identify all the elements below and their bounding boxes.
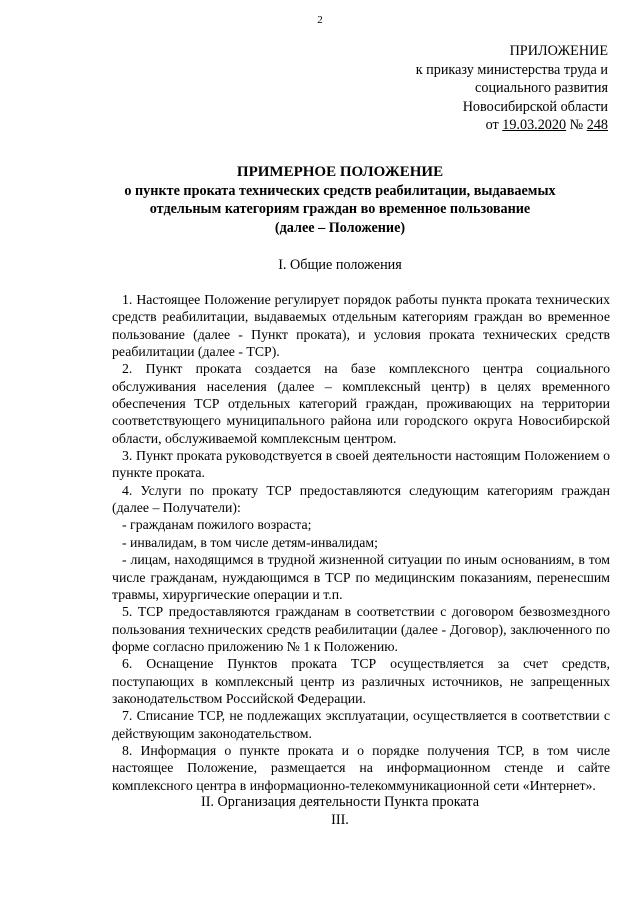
paragraph: 2. Пункт проката создается на базе комплексного центра социального обслуживания населения (далее – комплексный центр) в целях временного обеспечения ТСР отдельных категорий граждан, проживающих на территории соответствующего муниципального района или городского округа Новосибирской области, обслуживаемой комплексным центром. (112, 361, 610, 446)
title-main: ПРИМЕРНОЕ ПОЛОЖЕНИЕ (236, 164, 444, 180)
paragraph: 3. Пункт проката руководствуется в своей деятельности настоящим Положением о пункте проката. (112, 448, 610, 481)
list-item: - гражданам пожилого возраста; (122, 517, 312, 533)
section-heading-2: II. Организация деятельности Пункта проката (200, 794, 480, 810)
appendix-line: к приказу министерства труда и (415, 61, 608, 78)
order-date: 19.03.2020 (502, 117, 567, 134)
paragraph: 1. Настоящее Положение регулирует порядок работы пункта проката технических средств реабилитации, выдаваемых отдельным категориям граждан во временное пользование (далее - Пункт проката), и условия проката технических средств реабилитации (далее - ТСР). (112, 292, 610, 360)
appendix-block (416, 42, 608, 135)
document-title (40, 163, 640, 237)
paragraph: 6. Оснащение Пунктов проката ТСР осуществляется за счет средств, поступающих в комплексный центр из различных источников, не запрещенных законодательством Российской Федерации. (112, 656, 610, 706)
appendix-line: Новосибирской области (462, 98, 608, 115)
appendix-heading: ПРИЛОЖЕНИЕ (509, 43, 608, 59)
document-body (112, 291, 610, 794)
section-heading-1: I. Общие положения (278, 257, 402, 273)
title-line: о пункте проката технических средств реабилитации, выдаваемых (124, 182, 556, 199)
list-item: - лицам, находящимся в трудной жизненной ситуации по иным основаниям, в том числе гражданам, нуждающимся в ТСР по медицинским показаниям, перенесшим травмы, хирургические операции и т.п. (112, 552, 610, 602)
order-number: 248 (586, 117, 608, 134)
appendix-line: социального развития (475, 80, 608, 97)
date-prefix: от (485, 117, 503, 134)
paragraph: 5. ТСР предоставляются гражданам в соответствии с договором безвозмездного пользования технических средств реабилитации (далее - Договор), заключенного по форме согласно приложению № 1 к Положению. (112, 604, 610, 654)
list-item: - инвалидам, в том числе детям-инвалидам; (122, 534, 378, 550)
paragraph: 4. Услуги по прокату ТСР предоставляются следующим категориям граждан (далее – Получатели): (112, 482, 610, 516)
title-line: (далее – Положение) (274, 219, 406, 236)
number-sign: № (566, 117, 587, 134)
title-line: отдельным категориям граждан во временное пользование (149, 201, 531, 218)
section-heading-3: III. (331, 812, 349, 828)
paragraph: 8. Информация о пункте проката и о порядке получения ТСР, в том числе настоящее Положение, размещается на информационном стенде и сайте комплексного центра в информационно-телекоммуникационной сети «Интернет». (112, 742, 610, 793)
page-number: 2 (317, 14, 323, 26)
paragraph: 7. Списание ТСР, не подлежащих эксплуатации, осуществляется в соответствии с действующим законодательством. (112, 708, 610, 741)
appendix-date-line (416, 116, 608, 135)
